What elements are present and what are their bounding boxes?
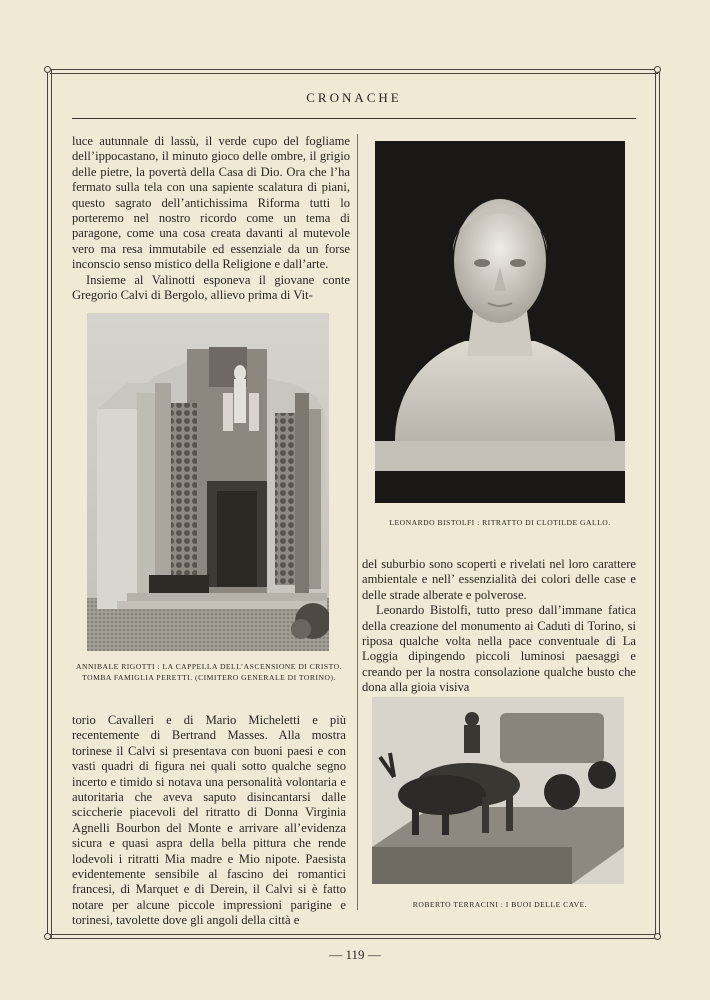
paragraph: del suburbio sono scoperti e rivelati nel loro carattere ambientale e nell’ essenzialità dei colori delle case e delle strade alberate e polverose. [362, 557, 636, 602]
caption-line: ANNIBALE RIGOTTI : LA CAPPELLA DELL’ASCENSIONE DI CRISTO. [75, 662, 342, 671]
paragraph: luce autunnale di lassù, il verde cupo del fogliame dell’ippocastano, il minuto gioco delle ombre, il grigio delle pietre, la povertà della Casa di Dio. Ora che l’ha fermato sulla tela con una sapiente scalatura di piani, questo sagrato dell’antichissima Riforma tutti lo porteremo nel nostro ricordo come un tema di paragone, come una cosa creata davanti al mutevole vero ma resa immutabile ed essenziale da un forse inconscio senso mistico della Religione e dall’arte. [72, 134, 350, 272]
frame-rule [51, 70, 52, 938]
frame-corner-ornament [44, 66, 51, 73]
bust-photograph [375, 141, 625, 503]
article-text-col1-bottom: torio Cavalleri e di Mario Micheletti e più recentemente di Bertrand Masses. Alla mostra torinese il Calvi si presentava con buoni paesi e con vasti quadri di figura nei quali sotto qualche segno incerto e timido si notava una personalità volontaria e autoritaria che aveva saputo disincantarsi dalle sciccherie piacevoli del ritratto di Donna Virginia Agnelli Bourbon del Monte e arrivare all’evidenza sicura e quasi aspra della bella pittura che rende lodevoli i ritratti Mia madre e Mio nipote. Paesista evidentemente sensibile al fascino dei romantici francesi, di Marquet e di Derein, il Calvi si è fatto notare per alcune piccole impressioni parigine e torinesi, tavolette dove gli angoli della città e [72, 713, 346, 928]
frame-rule [50, 934, 658, 935]
article-text-col2 [362, 557, 636, 696]
frame-rule [50, 69, 658, 70]
frame-rule [50, 73, 658, 74]
caption-line: TOMBA FAMIGLIA PERETTI. (CIMITERO GENERALE DI TORINO). [82, 673, 336, 682]
frame-rule [659, 70, 660, 938]
paragraph: Insieme al Valinotti esponeva il giovane conte Gregorio Calvi di Bergolo, allievo prima di Vit- [72, 272, 350, 303]
paragraph: Leonardo Bistolfi, tutto preso dall’immane fatica della creazione del monumento ai Caduti di Torino, si riposa qualche volta nella pace conventuale di La Loggia dipingendo piccoli luminosi paesaggi e creando per la nostra consolazione qualche busto che dona alla gioia visiva [362, 603, 636, 695]
chapel-photograph [87, 313, 329, 651]
article-text-col1-top [72, 134, 350, 303]
frame-rule [50, 938, 658, 939]
page-number: — 119 — [329, 947, 381, 962]
running-header: CRONACHE [306, 90, 402, 105]
frame-rule [47, 70, 48, 938]
oxen-caption: ROBERTO TERRACINI : I BUOI DELLE CAVE. [412, 900, 588, 909]
column-divider [357, 134, 358, 910]
frame-corner-ornament [44, 933, 51, 940]
header-rule [72, 118, 636, 119]
frame-corner-ornament [654, 933, 661, 940]
chapel-caption [62, 661, 356, 683]
bust-caption: LEONARDO BISTOLFI : RITRATTO DI CLOTILDE GALLO. [389, 518, 611, 527]
oxen-sculpture-photograph [372, 697, 624, 884]
frame-rule [655, 70, 656, 938]
frame-corner-ornament [654, 66, 661, 73]
